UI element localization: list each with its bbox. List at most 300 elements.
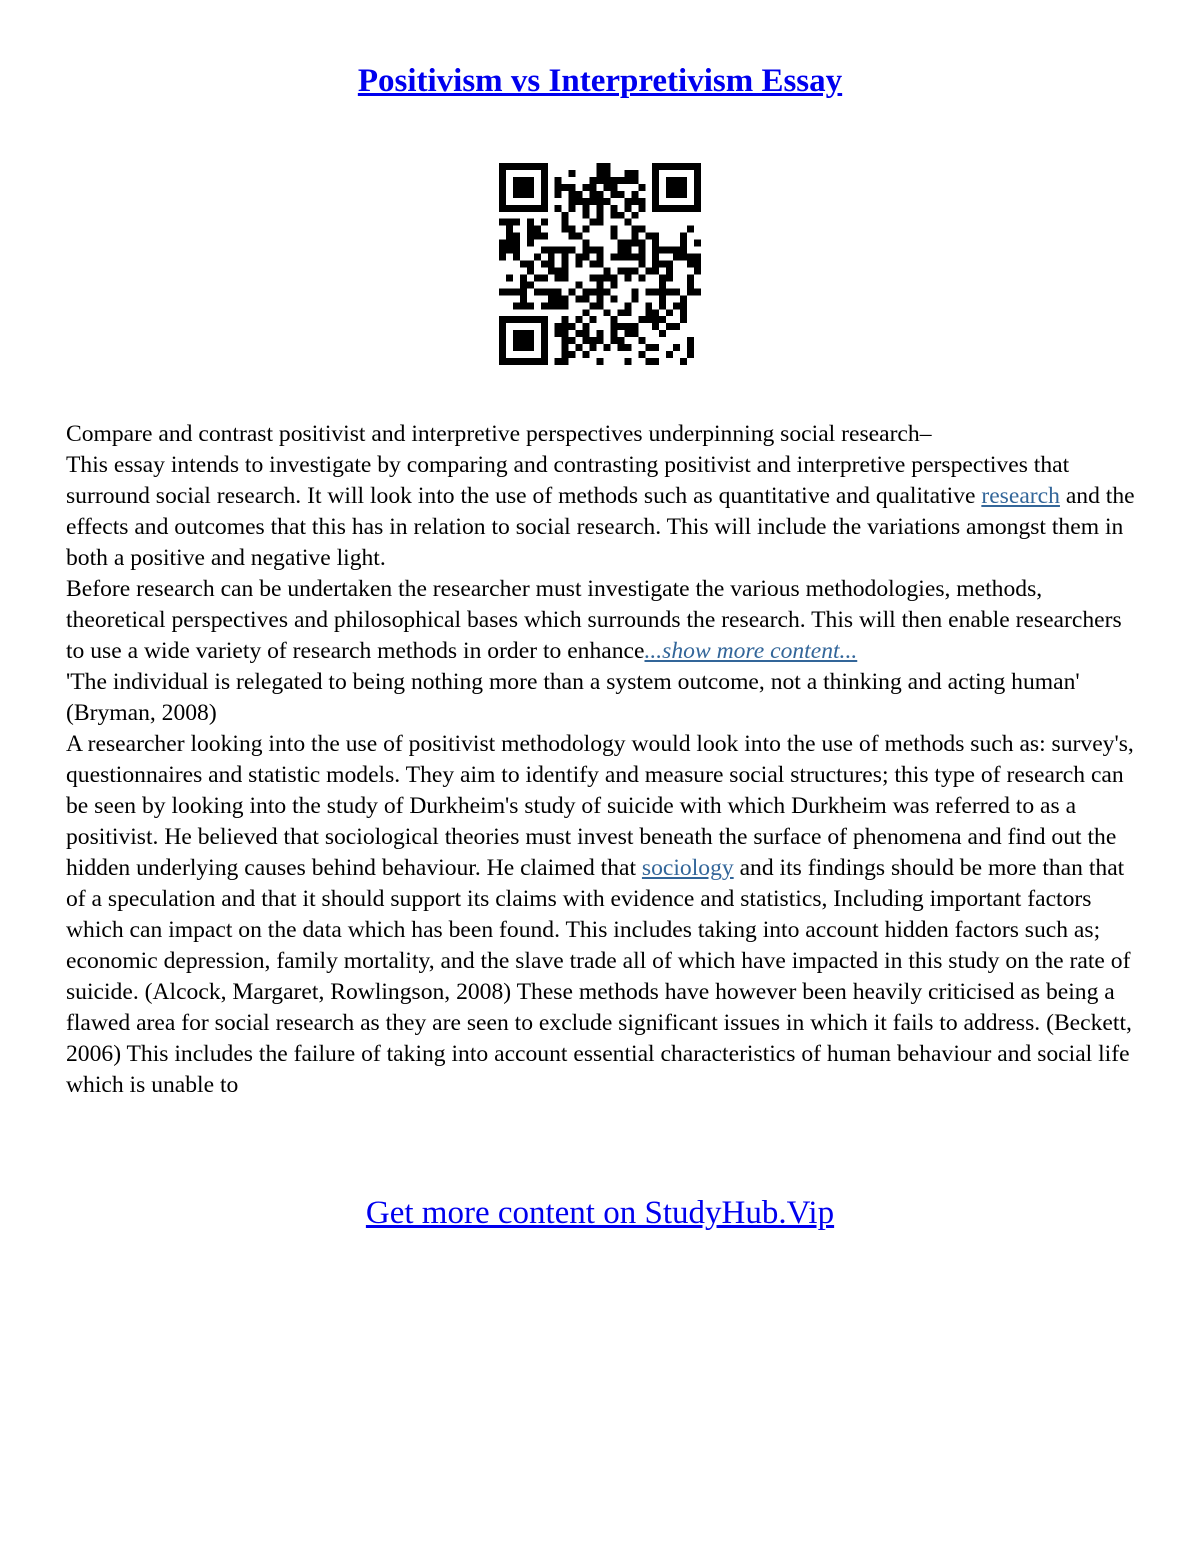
studyhub-link[interactable]: Get more content on StudyHub.Vip [365,1195,835,1231]
qr-module [666,247,673,254]
qr-module [617,344,624,351]
qr-module [562,274,569,281]
qr-module [562,344,569,351]
qr-module [576,281,583,288]
qr-module [513,358,520,365]
qr-module [687,254,694,261]
qr-module [590,191,597,198]
qr-module [527,184,534,191]
qr-module [680,254,687,261]
qr-module [583,288,590,295]
qr-module [583,295,590,302]
qr-module [652,254,659,261]
qr-module [610,212,617,219]
qr-module [541,351,548,358]
qr-module [610,274,617,281]
qr-module [673,254,680,261]
qr-module [597,302,604,309]
qr-module [610,191,617,198]
qr-module [673,163,680,170]
qr-module [652,267,659,274]
qr-module [638,184,645,191]
qr-module [652,344,659,351]
qr-module [645,344,652,351]
qr-module [562,323,569,330]
qr-module [499,358,506,365]
qr-module [652,261,659,268]
qr-module [624,358,631,365]
qr-module [541,177,548,184]
qr-module [652,316,659,323]
qr-module [527,316,534,323]
qr-module [659,274,666,281]
qr-module [603,274,610,281]
qr-module [583,198,590,205]
qr-module [562,337,569,344]
qr-module [645,358,652,365]
qr-module [583,351,590,358]
qr-module [603,267,610,274]
qr-module [499,330,506,337]
qr-module [694,205,701,212]
qr-module [680,358,687,365]
qr-module [645,233,652,240]
qr-module [631,198,638,205]
qr-module [590,219,597,226]
qr-module [638,351,645,358]
qr-module [590,198,597,205]
qr-module [527,261,534,268]
qr-module [513,302,520,309]
qr-module [562,267,569,274]
qr-module [638,316,645,323]
qr-module [673,184,680,191]
qr-module [597,281,604,288]
qr-module [562,212,569,219]
qr-module [513,163,520,170]
qr-module [666,323,673,330]
qr-module [527,205,534,212]
qr-module [541,163,548,170]
qr-module [506,358,513,365]
qr-module [534,358,541,365]
qr-module [603,177,610,184]
qr-module [610,233,617,240]
qr-module [645,316,652,323]
qr-module [597,330,604,337]
qr-module [541,205,548,212]
qr-module [513,233,520,240]
qr-module [548,288,555,295]
qr-module [610,205,617,212]
qr-module [666,184,673,191]
qr-module [555,358,562,365]
qr-module [694,184,701,191]
qr-module [513,337,520,344]
qr-module [603,170,610,177]
qr-module [541,184,548,191]
qr-module [520,274,527,281]
qr-module [527,191,534,198]
qr-module [687,337,694,344]
qr-module [499,337,506,344]
qr-module [624,274,631,281]
qr-module [645,288,652,295]
qr-module [597,212,604,219]
qr-module [555,191,562,198]
qr-module [541,233,548,240]
qr-module [499,219,506,226]
qr-module [694,254,701,261]
qr-module [603,309,610,316]
qr-module [506,233,513,240]
qr-module [603,163,610,170]
qr-module [513,205,520,212]
qr-module [590,177,597,184]
qr-module [597,205,604,212]
qr-module [687,226,694,233]
qr-module [673,344,680,351]
qr-module [617,240,624,247]
qr-module [527,226,534,233]
qr-module [541,337,548,344]
qr-module [680,233,687,240]
qr-module [631,170,638,177]
qr-module [624,344,631,351]
paragraph-text: This essay intends to investigate by comparing and contrasting positivist and interpretive perspectives that surround social research. It will look into the use of methods such as quantitative and qualitative [66,452,1070,509]
qr-module [527,281,534,288]
qr-module [520,191,527,198]
qr-module [541,358,548,365]
qr-module [687,344,694,351]
qr-module [652,323,659,330]
qr-module [527,163,534,170]
qr-module [624,309,631,316]
qr-module [499,163,506,170]
qr-module [673,247,680,254]
qr-module [638,226,645,233]
qr-module [597,358,604,365]
qr-module [527,330,534,337]
qr-module [680,295,687,302]
show-more-content-link[interactable]: ...show more content... [644,638,858,664]
sociology-link[interactable]: sociology [641,855,734,881]
qr-module [631,330,638,337]
qr-module [680,247,687,254]
qr-module [534,254,541,261]
research-link[interactable]: research [981,483,1060,509]
qr-module [520,205,527,212]
qr-module [694,267,701,274]
qr-module [673,323,680,330]
qr-module [534,288,541,295]
qr-module [583,184,590,191]
qr-module [597,247,604,254]
qr-module [527,233,534,240]
qr-module [506,219,513,226]
qr-module [548,254,555,261]
qr-module [666,261,673,268]
qr-module [520,316,527,323]
qr-module [597,295,604,302]
qr-module [652,233,659,240]
qr-module [652,184,659,191]
qr-module [541,274,548,281]
qr-module [499,247,506,254]
qr-module [555,177,562,184]
qr-module [583,309,590,316]
qr-module [652,240,659,247]
qr-module [590,337,597,344]
qr-module [499,205,506,212]
qr-module [541,316,548,323]
qr-module [513,288,520,295]
qr-module [506,247,513,254]
qr-module [541,191,548,198]
qr-module [666,163,673,170]
qr-module [520,330,527,337]
qr-module [659,288,666,295]
qr-module [694,261,701,268]
qr-module [659,330,666,337]
qr-module [527,267,534,274]
qr-module [506,163,513,170]
qr-module [617,267,624,274]
qr-module [652,205,659,212]
qr-module [499,170,506,177]
qr-module [555,205,562,212]
qr-module [645,267,652,274]
qr-module [576,198,583,205]
qr-module [610,254,617,261]
qr-module [513,316,520,323]
qr-module [576,330,583,337]
qr-module [603,184,610,191]
qr-module [562,247,569,254]
qr-module [562,261,569,268]
qr-module [624,330,631,337]
qr-module [624,205,631,212]
qr-module [513,254,520,261]
qr-module [513,191,520,198]
qr-module [694,191,701,198]
qr-module [569,337,576,344]
qr-module [590,261,597,268]
qr-module [562,295,569,302]
qr-module [527,337,534,344]
qr-module [680,240,687,247]
qr-module [638,205,645,212]
qr-module [583,226,590,233]
qr-module [666,205,673,212]
qr-module [652,198,659,205]
qr-module [617,191,624,198]
qr-module [569,191,576,198]
qr-module [617,337,624,344]
qr-module [631,191,638,198]
qr-module [638,198,645,205]
qr-module [513,177,520,184]
qr-module [597,219,604,226]
qr-module [541,344,548,351]
qr-module [499,191,506,198]
essay-body [66,419,1136,1101]
qr-module [610,316,617,323]
qr-module [687,281,694,288]
qr-module [638,274,645,281]
qr-module [666,309,673,316]
qr-module [610,323,617,330]
qr-module [499,177,506,184]
title-link[interactable]: Positivism vs Interpretivism Essay [357,63,843,99]
qr-module [597,261,604,268]
qr-module [659,261,666,268]
qr-module [624,240,631,247]
qr-module [617,247,624,254]
qr-module [548,247,555,254]
qr-module [673,205,680,212]
qr-module [541,198,548,205]
qr-module [659,281,666,288]
paragraph-text: and its findings should be more than that of a speculation and that it should support its claims with evidence and statistics, Including important factors which can impact on the data which has been found. This includes taking into account hidden factors such as; economic depression, family mortality, and the slave trade all of which have impacted in this study on the rate of suicide. (Alcock, Margaret, Rowlingson, 2008) These methods have however been heavily criticised as being a flawed area for social research as they are seen to exclude significant issues in which it fails to address. (Beckett, 2006) This includes the failure of taking into account essential characteristics of human behaviour and social life which is unable to [66,855,1132,1098]
qr-module [527,302,534,309]
qr-module [631,254,638,261]
qr-module [555,330,562,337]
qr-module [555,302,562,309]
qr-module [569,205,576,212]
qr-module [499,198,506,205]
qr-module [576,191,583,198]
qr-module [534,316,541,323]
qr-module [506,316,513,323]
qr-module [680,205,687,212]
qr-module [631,226,638,233]
qr-module [617,309,624,316]
qr-module [659,205,666,212]
qr-module [555,295,562,302]
qr-module [694,288,701,295]
qr-module [569,170,576,177]
qr-module [562,330,569,337]
qr-module [506,274,513,281]
qr-module [666,191,673,198]
qr-module [631,288,638,295]
qr-module [652,170,659,177]
qr-module [562,219,569,226]
qr-module [541,219,548,226]
qr-module [694,240,701,247]
qr-module [583,254,590,261]
qr-module [624,170,631,177]
qr-module [534,163,541,170]
qr-module [610,295,617,302]
qr-module [680,316,687,323]
qr-module [527,344,534,351]
qr-module [513,330,520,337]
qr-module [548,302,555,309]
qr-module [576,254,583,261]
qr-module [569,247,576,254]
qr-module [597,288,604,295]
qr-module [534,274,541,281]
qr-module [680,191,687,198]
qr-module [569,351,576,358]
qr-module [562,184,569,191]
qr-code-graphic [499,163,701,365]
qr-module [541,288,548,295]
qr-module [597,177,604,184]
qr-module [499,288,506,295]
qr-module [645,309,652,316]
qr-module [631,323,638,330]
qr-module [631,233,638,240]
qr-module [548,295,555,302]
qr-module [694,177,701,184]
qr-module [687,288,694,295]
qr-module [638,337,645,344]
qr-module [631,240,638,247]
qr-module [659,316,666,323]
qr-module [555,267,562,274]
qr-module [687,205,694,212]
qr-module [541,170,548,177]
qr-module [694,170,701,177]
qr-module [666,267,673,274]
qr-module [499,323,506,330]
qr-module [673,191,680,198]
qr-module [520,358,527,365]
qr-module [680,163,687,170]
qr-module [610,184,617,191]
qr-module [638,261,645,268]
qr-module [590,288,597,295]
qr-module [513,240,520,247]
qr-module [562,358,569,365]
qr-module [673,288,680,295]
qr-module [590,344,597,351]
qr-module [638,240,645,247]
qr-module [520,163,527,170]
qr-module [687,351,694,358]
qr-module [583,323,590,330]
qr-module [513,219,520,226]
qr-module [555,288,562,295]
qr-module [659,295,666,302]
qr-module [583,247,590,254]
qr-module [666,288,673,295]
qr-module [603,344,610,351]
qr-module [597,274,604,281]
qr-module [590,184,597,191]
qr-module [673,302,680,309]
qr-module [610,281,617,288]
qr-module [562,226,569,233]
qr-module [520,177,527,184]
qr-module [680,302,687,309]
qr-module [624,198,631,205]
qr-module [576,295,583,302]
qr-module [666,351,673,358]
qr-module [652,177,659,184]
qr-module [562,316,569,323]
qr-code-icon [499,163,701,365]
qr-module [597,191,604,198]
qr-module [527,240,534,247]
qr-module [624,247,631,254]
qr-module [576,233,583,240]
qr-module [499,240,506,247]
qr-module [555,274,562,281]
